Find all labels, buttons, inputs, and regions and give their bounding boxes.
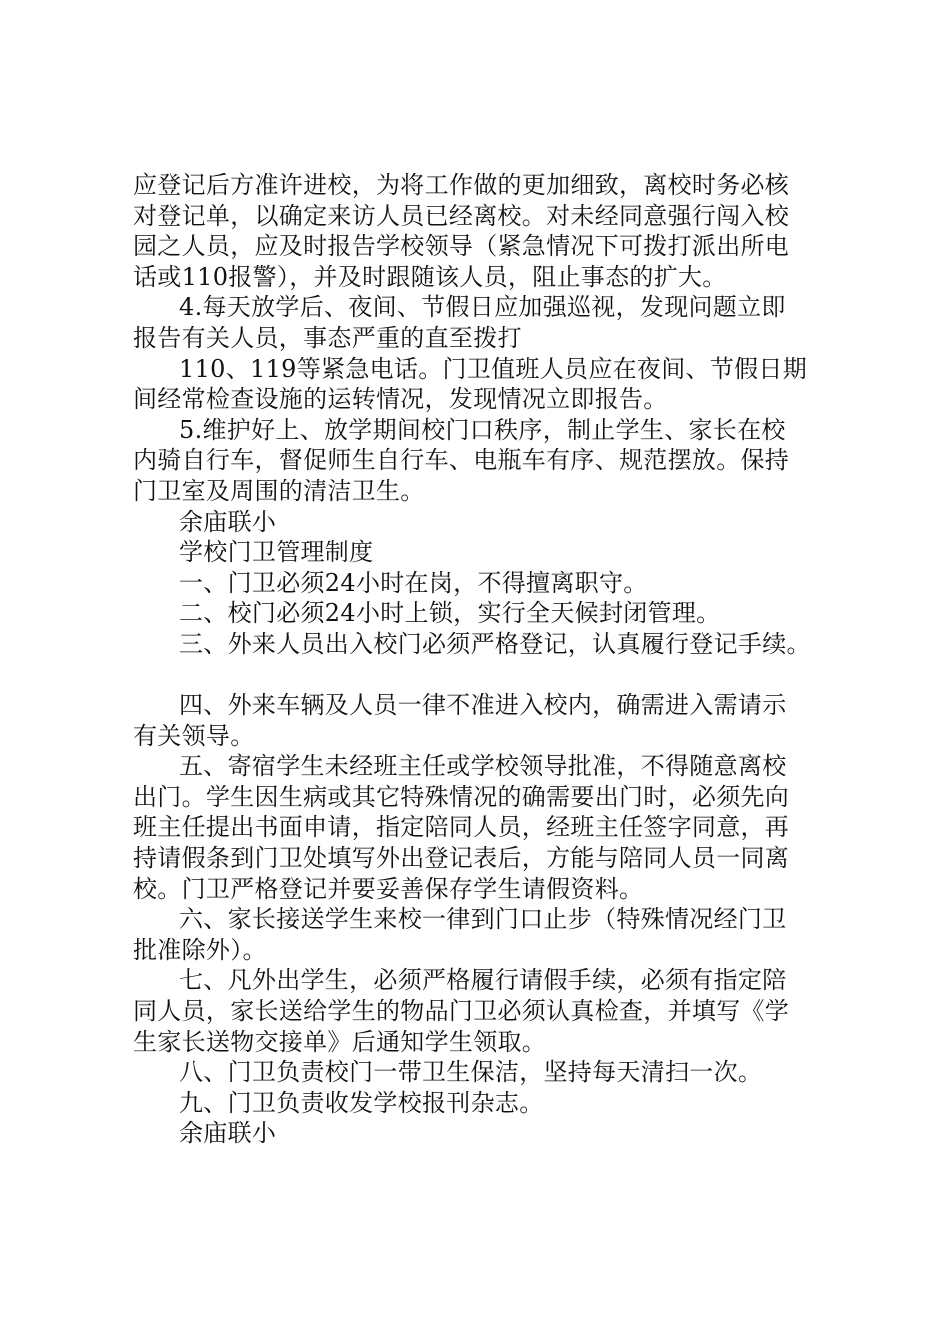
text-line: 九、门卫负责收发学校报刊杂志。 <box>179 1088 544 1117</box>
text-line: 应登记后方准许进校，为将工作做的更加细致，离校时务必核 <box>133 171 790 199</box>
text-line: 班主任提出书面申请，指定陪同人员，经班主任签字同意，再 <box>133 813 790 842</box>
text-line: 余庙联小 <box>179 507 277 536</box>
text-line: 一、门卫必须24小时在岗，不得擅离职守。 <box>179 568 648 597</box>
text-line: 4.每天放学后、夜间、节假日应加强巡视，发现问题立即 <box>179 293 786 322</box>
document-page <box>133 170 833 1149</box>
text-line: 二、校门必须24小时上锁，实行全天候封闭管理。 <box>179 599 721 628</box>
text-line: 110、119等紧急电话。门卫值班人员应在夜间、节假日期 <box>179 354 808 383</box>
text-line: 门卫室及周围的清洁卫生。 <box>133 476 425 505</box>
text-line: 五、寄宿学生未经班主任或学校领导批准，不得随意离校 <box>179 752 787 781</box>
text-line: 间经常检查设施的运转情况，发现情况立即报告。 <box>133 385 668 414</box>
text-line: 报告有关人员，事态严重的直至拨打 <box>133 323 522 352</box>
text-line: 内骑自行车，督促师生自行车、电瓶车有序、规范摆放。保持 <box>133 446 790 475</box>
text-line: 生家长送物交接单》后通知学生领取。 <box>133 1027 547 1056</box>
text-line: 校。门卫严格登记并要妥善保存学生请假资料。 <box>133 874 644 903</box>
text-line: 园之人员，应及时报告学校领导（紧急情况下可拨打派出所电 <box>133 232 790 261</box>
text-line: 对登记单，以确定来访人员已经离校。对未经同意强行闯入校 <box>133 201 790 230</box>
text-line: 学校门卫管理制度 <box>179 538 374 567</box>
text-line: 四、外来车辆及人员一律不准进入校内，确需进入需请示 <box>179 691 787 720</box>
text-line: 七、凡外出学生，必须严格履行请假手续，必须有指定陪 <box>179 966 787 995</box>
text-line: 八、门卫负责校门一带卫生保洁，坚持每天清扫一次。 <box>179 1058 763 1087</box>
text-line: 话或110报警），并及时跟随该人员，阻止事态的扩大。 <box>133 262 727 291</box>
text-line: 同人员，家长送给学生的物品门卫必须认真检查，并填写《学 <box>133 997 790 1026</box>
text-line: 5.维护好上、放学期间校门口秩序，制止学生、家长在校 <box>179 415 786 444</box>
text-line: 出门。学生因生病或其它特殊情况的确需要出门时，必须先向 <box>133 782 790 811</box>
text-line: 三、外来人员出入校门必须严格登记，认真履行登记手续。 <box>179 629 811 658</box>
blank-line <box>133 660 833 691</box>
text-line: 有关领导。 <box>133 721 255 750</box>
text-line: 余庙联小 <box>179 1119 277 1148</box>
text-line: 六、家长接送学生来校一律到门口止步（特殊情况经门卫 <box>179 905 787 934</box>
text-line: 批准除外）。 <box>133 935 267 964</box>
text-line: 持请假条到门卫处填写外出登记表后，方能与陪同人员一同离 <box>133 844 790 873</box>
